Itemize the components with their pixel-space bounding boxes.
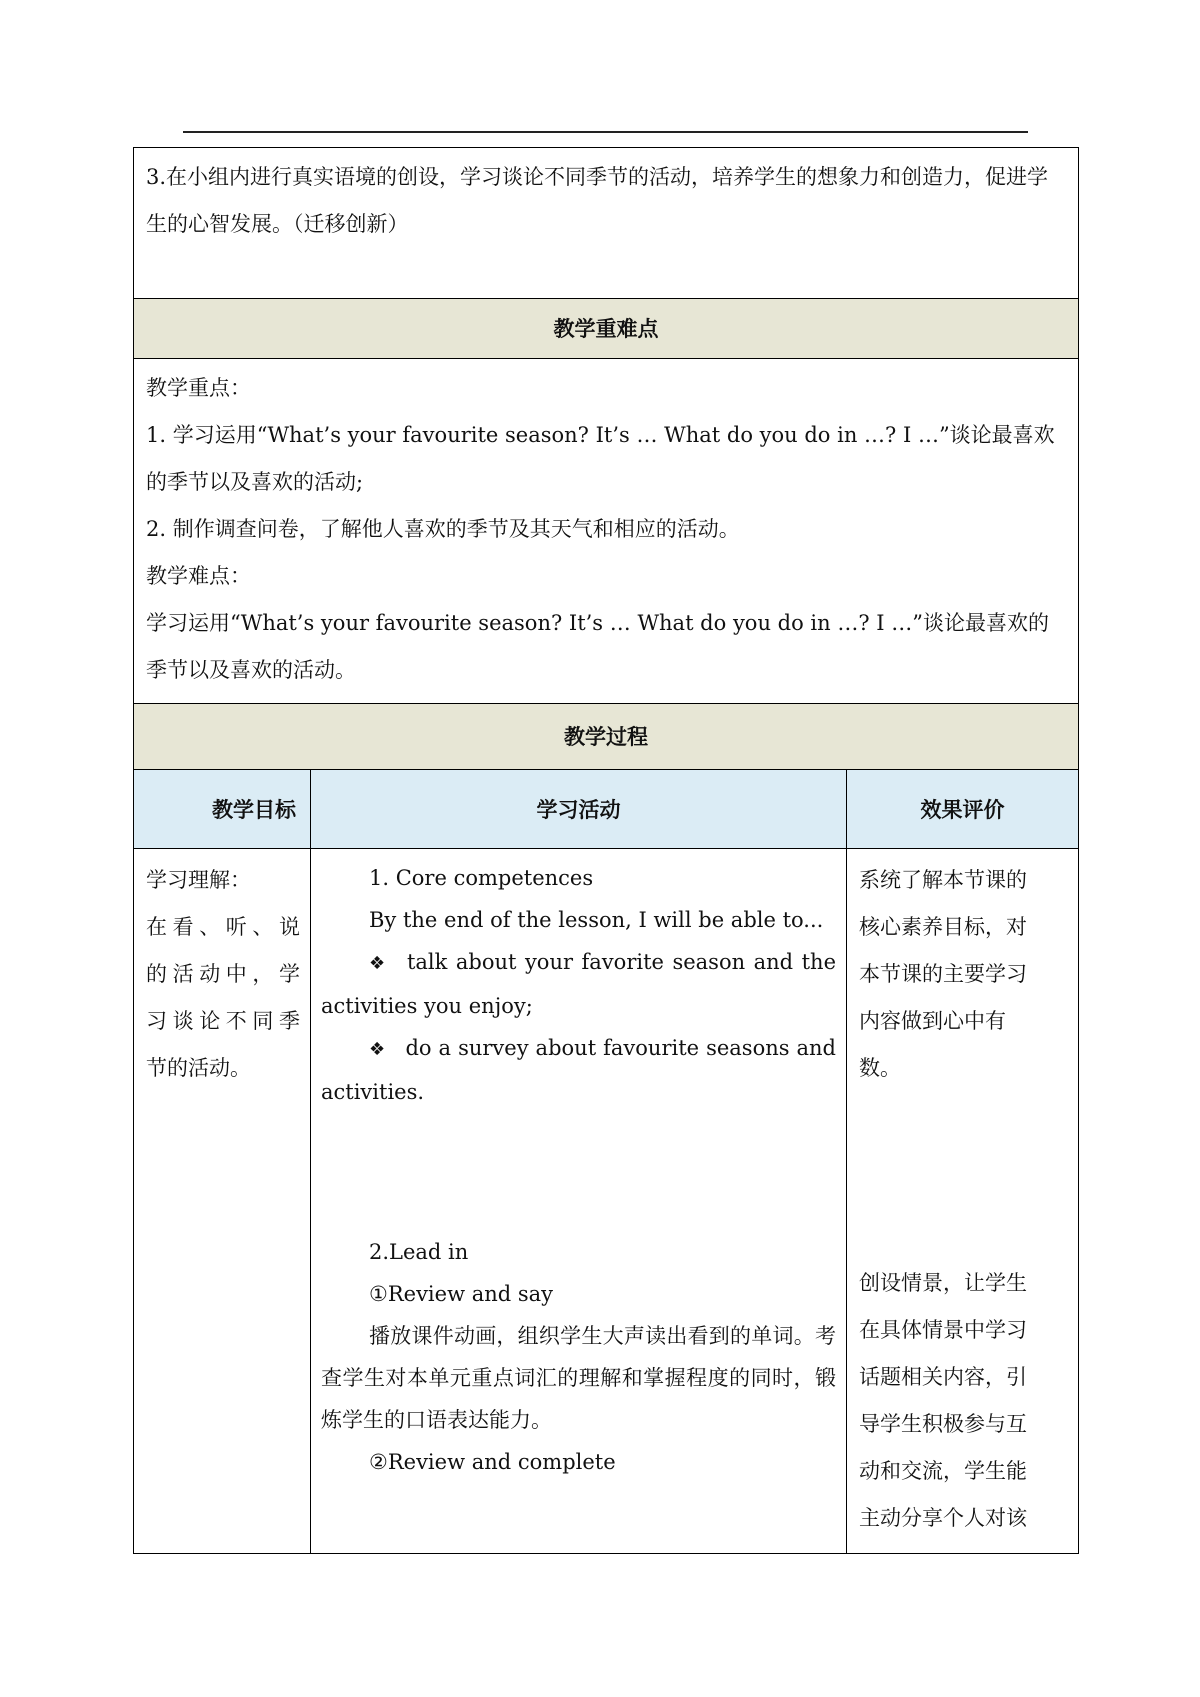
eval-line: 本节课的主要学习 (859, 962, 1027, 986)
process-header-row (134, 704, 1079, 770)
bullet-text: do a survey about favourite seasons and activities. (321, 1036, 837, 1104)
difficult-point-text: 学习运用“What’s your favourite season? It’s … What do you do in …? I …”谈论最喜欢的季节以及喜欢的活动。 (146, 611, 1049, 682)
bullet-icon: ❖ (369, 1039, 386, 1060)
column-header-row (134, 770, 1079, 849)
col-header-evaluation: 效果评价 (847, 770, 1079, 849)
core-intro: By the end of the lesson, I will be able to... (369, 908, 824, 932)
eval-line: 在具体情景中学习 (859, 1318, 1027, 1342)
goal-item-3: 3.在小组内进行真实语境的创设，学习谈论不同季节的活动，培养学生的想象力和创造力，促进学生的心智发展。（迁移创新） (146, 165, 1049, 236)
activity-cell (311, 849, 847, 1554)
process-row (134, 849, 1079, 1554)
core-competences-title: 1. Core competences (369, 866, 594, 890)
eval-line: 话题相关内容，引 (859, 1365, 1027, 1389)
goal-line: 在看、听、说 (146, 915, 300, 939)
eval-line: 核心素养目标，对 (859, 915, 1027, 939)
lesson-plan-table (133, 147, 1079, 1554)
focus-section-title: 教学重难点 (134, 299, 1079, 359)
goal-line: 习谈论不同季 (146, 1009, 300, 1033)
goal-row (134, 148, 1079, 299)
bullet-text: talk about your favorite season and the activities you enjoy; (321, 950, 836, 1018)
bullet-item-1 (321, 941, 836, 1027)
key-point-1: 1. 学习运用“What’s your favourite season? It’s … What do you do in …? I …”谈论最喜欢的季节以及喜欢的活动; (146, 423, 1055, 494)
eval-line: 数。 (859, 1056, 901, 1080)
lead-in-title: 2.Lead in (369, 1240, 469, 1264)
goal-cell (134, 849, 311, 1554)
process-section-title: 教学过程 (134, 704, 1079, 770)
key-points-label: 教学重点： (146, 376, 251, 400)
goal-line: 学习理解： (146, 868, 251, 892)
step-1-title: ①Review and say (369, 1282, 554, 1306)
goal-line: 节的活动。 (146, 1056, 251, 1080)
eval-line: 导学生积极参与互 (859, 1412, 1027, 1436)
eval-line: 动和交流，学生能 (859, 1459, 1027, 1483)
header-rule (183, 131, 1028, 133)
col-header-activity: 学习活动 (311, 770, 847, 849)
key-point-2: 2. 制作调查问卷，了解他人喜欢的季节及其天气和相应的活动。 (146, 517, 740, 541)
eval-line: 系统了解本节课的 (859, 868, 1027, 892)
focus-content (134, 359, 1078, 694)
eval-line: 内容做到心中有 (859, 1009, 1006, 1033)
focus-header-row (134, 299, 1079, 359)
focus-row (134, 359, 1079, 704)
bullet-icon: ❖ (369, 953, 387, 974)
bullet-item-2 (321, 1027, 836, 1113)
eval-line: 主动分享个人对该 (859, 1506, 1027, 1530)
col-header-goal: 教学目标 (134, 770, 311, 849)
eval-line: 创设情景，让学生 (859, 1271, 1027, 1295)
step-2-title: ②Review and complete (369, 1450, 616, 1474)
difficult-points-label: 教学难点： (146, 564, 251, 588)
step-1-description: 播放课件动画，组织学生大声读出看到的单词。考查学生对本单元重点词汇的理解和掌握程度的同时，锻炼学生的口语表达能力。 (321, 1324, 836, 1432)
evaluation-cell (847, 849, 1079, 1554)
goal-line: 的活动中，学 (146, 962, 300, 986)
